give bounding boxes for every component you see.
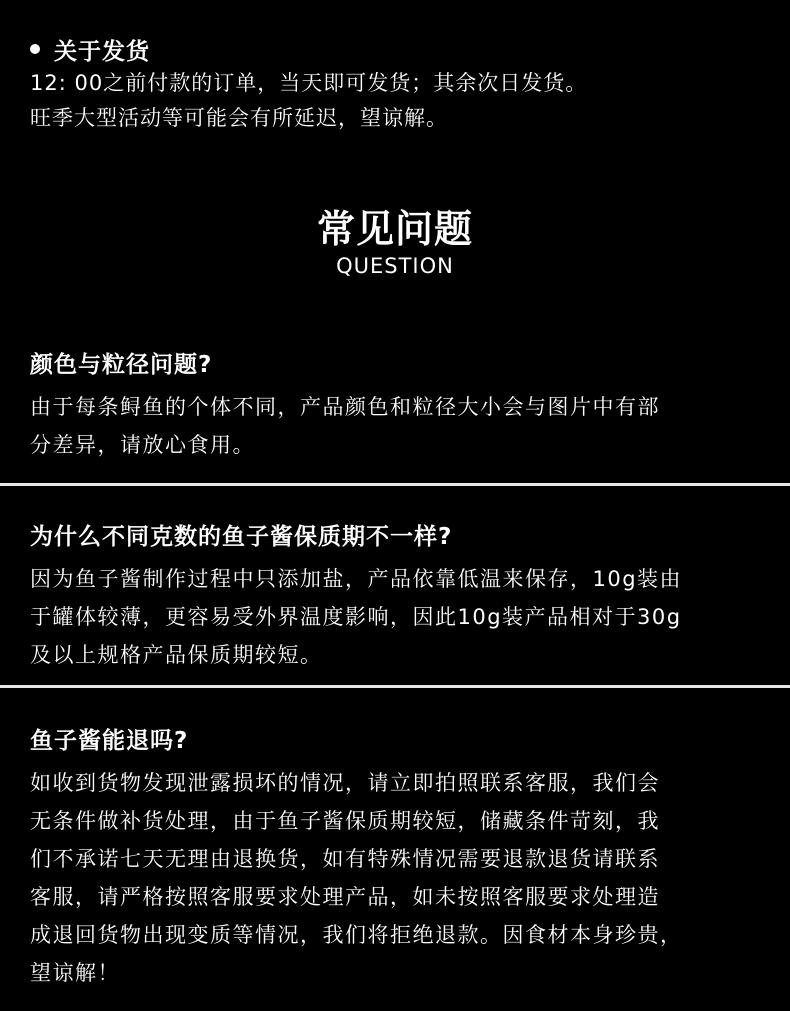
faq-answer-line: 由于每条鲟鱼的个体不同，产品颜色和粒径大小会与图片中有部 <box>30 395 660 419</box>
shipping-line: 12: 00之前付款的订单，当天即可发货；其余次日发货。 <box>30 71 588 95</box>
bullet-dot-icon <box>30 44 40 54</box>
faq-item-shelf-life <box>30 520 770 674</box>
faq-question: 为什么不同克数的鱼子酱保质期不一样? <box>30 524 453 550</box>
faq-answer-line: 客服，请严格按照客服要求处理产品，如未按照客服要求处理造 <box>30 885 660 909</box>
section-divider <box>0 483 790 486</box>
faq-answer-line: 们不承诺七天无理由退换货，如有特殊情况需要退款退货请联系 <box>30 847 660 871</box>
faq-answer-line: 望谅解！ <box>30 961 120 985</box>
faq-question: 鱼子酱能退吗? <box>30 728 189 754</box>
faq-title: 常见问题 <box>316 207 473 251</box>
faq-answer-line: 成退回货物出现变质等情况，我们将拒绝退款。因食材本身珍贵， <box>30 923 683 947</box>
faq-answer-line: 于罐体较薄，更容易受外界温度影响，因此10g装产品相对于30g <box>30 605 682 629</box>
faq-question: 颜色与粒径问题? <box>30 352 213 378</box>
shipping-line: 旺季大型活动等可能会有所延迟，望谅解。 <box>30 106 448 130</box>
faq-item-returns <box>30 724 770 992</box>
faq-answer-line: 因为鱼子酱制作过程中只添加盐，产品依靠低温来保存，10g装由 <box>30 567 683 591</box>
faq-answer-line: 分差异，请放心食用。 <box>30 433 255 457</box>
faq-answer <box>30 764 770 992</box>
faq-answer-line: 及以上规格产品保质期较短。 <box>30 643 323 667</box>
faq-answer <box>30 388 770 464</box>
faq-answer-line: 如收到货物发现泄露损坏的情况，请立即拍照联系客服，我们会 <box>30 771 660 795</box>
faq-answer-line: 无条件做补货处理，由于鱼子酱保质期较短，储藏条件苛刻，我 <box>30 809 660 833</box>
shipping-title: 关于发货 <box>54 38 150 65</box>
section-divider <box>0 685 790 688</box>
faq-answer <box>30 560 770 674</box>
faq-subtitle: QUESTION <box>336 254 454 278</box>
shipping-header <box>30 32 770 66</box>
faq-item-color-grain <box>30 348 770 464</box>
shipping-section <box>30 32 770 136</box>
